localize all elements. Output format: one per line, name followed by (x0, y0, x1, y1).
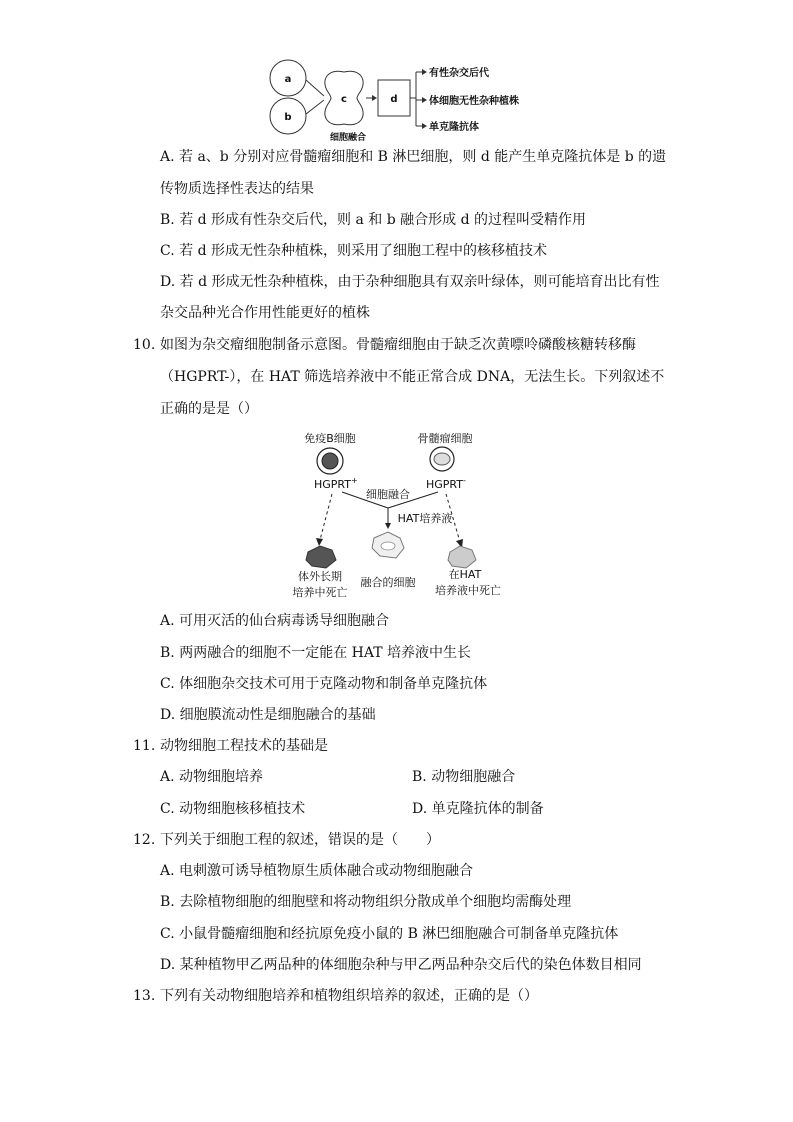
right-outcome-line1: 在HAT (448, 568, 482, 581)
q11-option-d: D. 单克隆抗体的制备 (412, 801, 544, 817)
cell-a-label: a (284, 74, 292, 85)
q10-option-a: A. 可用灭活的仙台病毒诱导细胞融合 (160, 613, 390, 629)
q9-option-d-line1: D. 若 d 形成无性杂种植株，由于杂种细胞具有双亲叶绿体，则可能培育出比有性 (160, 274, 660, 290)
immune-b-cell-label: 免疫B细胞 (304, 432, 356, 445)
q11-option-b: B. 动物细胞融合 (412, 769, 516, 785)
q12-number: 12. (133, 832, 156, 848)
hgprt-positive-label: HGPRT+ (314, 476, 358, 491)
q12-option-d: D. 某种植物甲乙两品种的体细胞杂种与甲乙两品种杂交后代的染色体数目相同 (160, 957, 642, 973)
q10-stem-line2: （HGPRT-），在 HAT 筛选培养液中不能正常合成 DNA，无法生长。下列叙述不 (160, 369, 665, 385)
q12-option-a: A. 电刺激可诱导植物原生质体融合或动物细胞融合 (160, 863, 474, 879)
q10-stem-line1: 如图为杂交瘤细胞制备示意图。骨髓瘤细胞由于缺乏次黄嘌呤磷酸核糖转移酶 (160, 337, 636, 353)
q12-option-b: B. 去除植物细胞的细胞壁和将动物组织分散成单个细胞均需酶处理 (160, 894, 572, 910)
hybridoma-diagram (280, 428, 520, 602)
cell-c-label: c (341, 94, 347, 105)
cell-b-label: b (284, 112, 292, 123)
right-outcome-line2: 培养液中死亡 (435, 584, 501, 597)
output-somatic-hybrid: 体细胞无性杂种植株 (429, 96, 519, 107)
q10-number: 10. (133, 337, 156, 353)
fusion-caption: 细胞融合 (329, 133, 367, 143)
myeloma-cell-label: 骨髓瘤细胞 (417, 432, 473, 445)
q13-number: 13. (133, 988, 156, 1004)
dead-b-cell (306, 546, 336, 568)
q10-option-d: D. 细胞膜流动性是细胞融合的基础 (160, 707, 376, 723)
cell-fusion-diagram (268, 58, 538, 146)
q9-option-a-line1: A. 若 a、b 分别对应骨髓瘤细胞和 B 淋巴细胞，则 d 能产生单克隆抗体是 b 的遗 (160, 149, 667, 165)
fused-cell-label: 融合的细胞 (360, 576, 416, 589)
dead-myeloma-cell (448, 546, 476, 568)
q11-option-c: C. 动物细胞核移植技术 (160, 801, 306, 817)
q11-stem: 动物细胞工程技术的基础是 (160, 738, 328, 754)
q10-option-b: B. 两两融合的细胞不一定能在 HAT 培养液中生长 (160, 645, 471, 661)
q12-option-c: C. 小鼠骨髓瘤细胞和经抗原免疫小鼠的 B 淋巴细胞融合可制备单克隆抗体 (160, 926, 619, 942)
q11-option-a: A. 动物细胞培养 (160, 769, 264, 785)
hat-medium-label: HAT培养液 (397, 512, 453, 525)
q10-option-c: C. 体细胞杂交技术可用于克隆动物和制备单克隆抗体 (160, 676, 488, 692)
q9-option-d-line2: 杂交品种光合作用性能更好的植株 (160, 305, 370, 321)
left-outcome-line1: 体外长期 (298, 570, 342, 583)
q13-stem: 下列有关动物细胞培养和植物组织培养的叙述，正确的是（） (160, 988, 538, 1004)
q11-number: 11. (133, 738, 156, 754)
q10-stem-line3: 正确的是是（） (160, 401, 258, 417)
hgprt-negative-label: HGPRT- (426, 476, 466, 491)
q9-option-c: C. 若 d 形成无性杂种植株，则采用了细胞工程中的核移植技术 (160, 243, 547, 259)
output-monoclonal-antibody: 单克隆抗体 (429, 122, 479, 133)
output-sexual-offspring: 有性杂交后代 (429, 68, 489, 79)
q9-option-b: B. 若 d 形成有性杂交后代，则 a 和 b 融合形成 d 的过程叫受精作用 (160, 212, 587, 228)
q9-option-a-line2: 传物质选择性表达的结果 (160, 181, 314, 197)
left-outcome-line2: 培养中死亡 (292, 586, 348, 599)
cell-d-label: d (390, 94, 398, 105)
cell-fusion-label: 细胞融合 (366, 488, 410, 501)
q12-stem: 下列关于细胞工程的叙述，错误的是（ ） (160, 832, 440, 848)
